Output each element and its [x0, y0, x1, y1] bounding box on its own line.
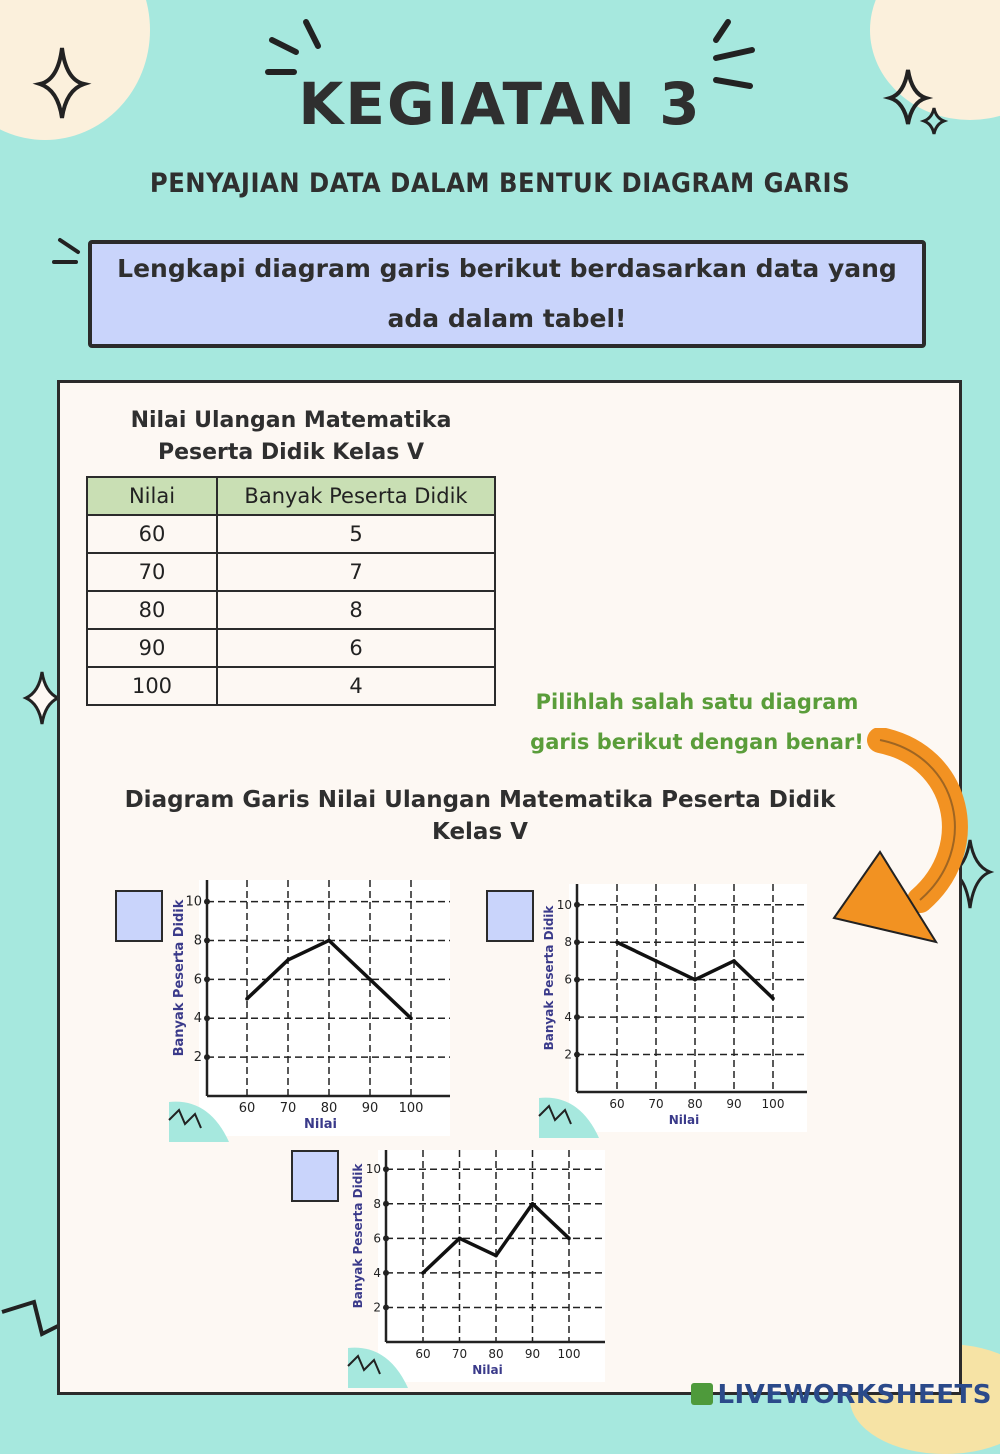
table-row	[87, 591, 495, 629]
x-axis-label: Nilai	[668, 1113, 700, 1127]
data-point	[458, 1237, 462, 1241]
y-tick-label: 2	[373, 1300, 381, 1315]
table-cell: 4	[217, 667, 495, 705]
x-tick-label: 100	[398, 1101, 424, 1116]
x-tick-label: 90	[524, 1347, 541, 1361]
table-cell: 60	[87, 515, 217, 553]
watermark-text: LIVEWORKSHEETS	[717, 1380, 992, 1410]
y-tick-label: 10	[556, 897, 572, 912]
liveworksheets-logo-icon	[691, 1383, 713, 1405]
x-tick-label: 60	[415, 1347, 431, 1361]
emphasis-strokes-left	[268, 22, 318, 72]
x-tick-label: 100	[761, 1097, 785, 1111]
y-tick-label: 8	[564, 935, 572, 950]
hint-text: Pilihlah salah satu diagram garis berikut dengan benar!	[530, 690, 864, 754]
y-axis-label: Banyak Peserta Didik	[351, 1163, 365, 1309]
y-tick-label: 6	[373, 1231, 381, 1246]
data-table	[86, 476, 496, 706]
x-tick-label: 80	[687, 1097, 703, 1111]
x-tick-label: 70	[451, 1347, 468, 1361]
y-tick-label: 4	[564, 1010, 572, 1025]
y-tick-label: 2	[193, 1050, 202, 1066]
y-tick-label: 10	[365, 1162, 381, 1177]
data-point	[421, 1271, 425, 1275]
x-tick-label: 60	[238, 1101, 256, 1116]
data-point	[654, 959, 658, 963]
x-tick-label: 60	[609, 1097, 625, 1111]
x-tick-label: 80	[320, 1101, 338, 1116]
line-chart-option-a	[165, 876, 455, 1138]
chart-background	[199, 880, 450, 1136]
table-cell: 6	[217, 629, 495, 667]
y-tick-label: 2	[564, 1047, 572, 1062]
sparkle-icon	[26, 672, 58, 724]
table-cell: 5	[217, 515, 495, 553]
chart-section-title: Diagram Garis Nilai Ulangan Matematika Peserta Didik Kelas V	[124, 787, 836, 845]
answer-checkbox-a[interactable]	[115, 890, 163, 942]
data-point	[409, 1016, 413, 1020]
instruction-box	[88, 240, 926, 348]
x-tick-label: 90	[726, 1097, 742, 1111]
data-point	[732, 959, 736, 963]
x-axis-label: Nilai	[303, 1117, 338, 1132]
data-point	[615, 940, 619, 944]
page-subtitle: PENYAJIAN DATA DALAM BENTUK DIAGRAM GARIS	[149, 168, 851, 199]
data-point	[771, 997, 775, 1001]
table-header-row	[87, 477, 495, 515]
data-point	[693, 978, 697, 982]
y-tick-label: 4	[193, 1011, 202, 1027]
y-tick-label: 6	[564, 972, 572, 987]
x-tick-label: 70	[648, 1097, 664, 1111]
answer-checkbox-c[interactable]	[291, 1150, 339, 1202]
y-tick-label: 6	[193, 972, 202, 988]
x-tick-label: 70	[279, 1101, 297, 1116]
table-cell: 80	[87, 591, 217, 629]
y-tick-label: 10	[185, 894, 202, 910]
chart-background	[569, 884, 807, 1132]
y-tick-label: 8	[193, 933, 202, 949]
data-point	[368, 978, 372, 982]
table-header-cell: Nilai	[87, 477, 217, 515]
table-cell: 70	[87, 553, 217, 591]
table-title: Nilai Ulangan Matematika Peserta Didik Kelas V	[130, 408, 452, 465]
y-tick-label: 8	[373, 1196, 381, 1211]
data-point	[327, 939, 331, 943]
page-title: KEGIATAN 3	[298, 70, 702, 138]
x-tick-label: 100	[557, 1347, 581, 1361]
emphasis-strokes-box	[54, 240, 78, 262]
x-tick-label: 80	[488, 1347, 504, 1361]
data-point	[286, 958, 290, 962]
line-chart-option-b	[537, 880, 812, 1130]
table-cell: 100	[87, 667, 217, 705]
instruction-text: Lengkapi diagram garis berikut berdasarkan data yang ada dalam tabel!	[117, 254, 897, 333]
line-chart-option-c	[350, 1146, 610, 1378]
liveworksheets-watermark	[691, 1380, 992, 1410]
table-cell: 8	[217, 591, 495, 629]
answer-checkbox-b[interactable]	[486, 890, 534, 942]
table-cell: 90	[87, 629, 217, 667]
x-axis-label: Nilai	[472, 1363, 503, 1377]
table-row	[87, 553, 495, 591]
data-point	[531, 1202, 535, 1206]
y-axis-label: Banyak Peserta Didik	[172, 899, 187, 1057]
table-cell: 7	[217, 553, 495, 591]
table-row	[87, 667, 495, 705]
data-point	[494, 1254, 498, 1258]
y-tick-label: 4	[373, 1265, 381, 1280]
data-point	[245, 997, 249, 1001]
x-tick-label: 90	[361, 1101, 379, 1116]
table-header-cell: Banyak Peserta Didik	[217, 477, 495, 515]
table-row	[87, 629, 495, 667]
table-row	[87, 515, 495, 553]
y-axis-label: Banyak Peserta Didik	[542, 905, 556, 1051]
data-point	[567, 1237, 571, 1241]
